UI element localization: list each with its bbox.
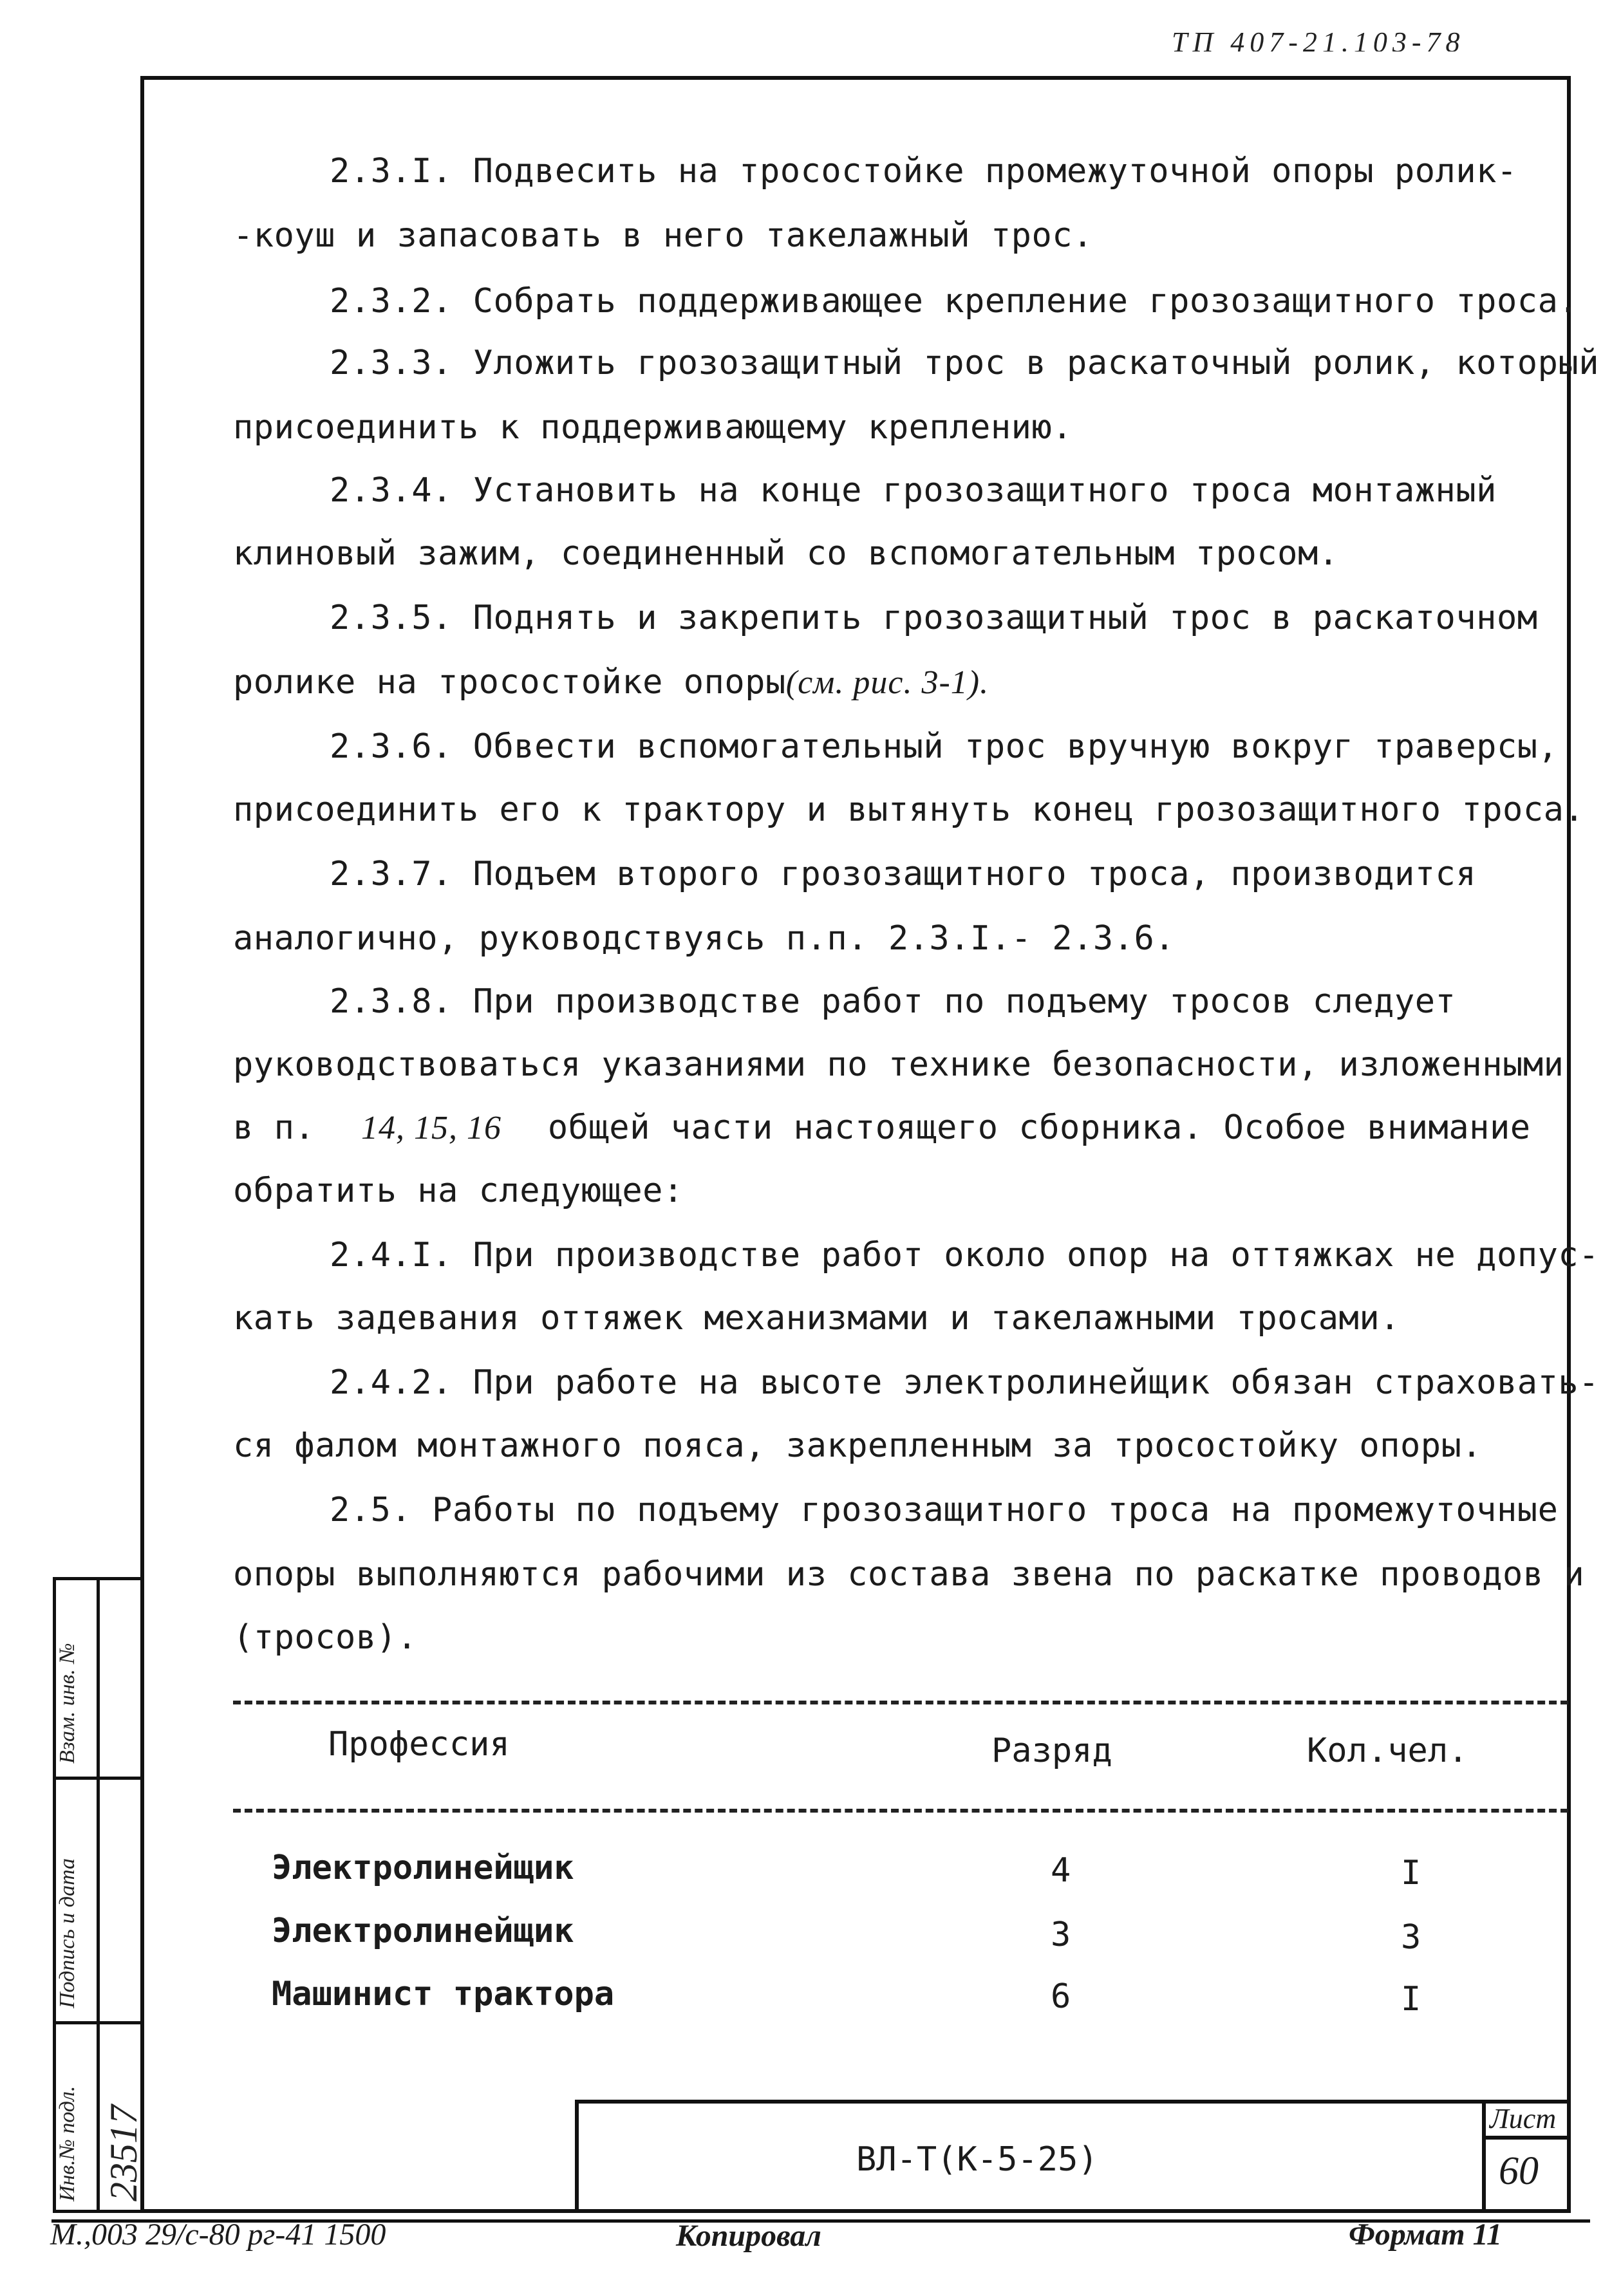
table-cell-grade: 3 [1051, 1916, 1071, 1954]
text-line-printed: ролике на тросостойке опоры [233, 663, 786, 702]
table-cell-count: I [1401, 1980, 1421, 2019]
text-line: -коуш и запасовать в него такелажный трос. [233, 216, 1093, 255]
side-inv-label: Инв.№ подл. [55, 2086, 79, 2201]
text-line: 2.3.3. Уложить грозозащитный трос в раскаточный ролик, который [330, 344, 1600, 382]
text-line: присоединить к поддерживающему креплению. [233, 408, 1073, 447]
text-line: 2.4.2. При работе на высоте электролинейщик обязан страховать- [330, 1363, 1600, 1402]
text-line-printed: общей части настоящего сборника. Особое внимание [547, 1108, 1531, 1147]
text-line: 2.3.I. Подвесить на тросостойке промежуточной опоры ролик- [330, 152, 1517, 191]
text-line: 2.3.6. Обвести вспомогательный трос вручную вокруг траверсы, [330, 727, 1559, 766]
text-line: 2.3.8. При производстве работ по подъему тросов следует [330, 982, 1456, 1021]
side-sign-label: Подпись и дата [55, 1858, 79, 2008]
text-line: ся фалом монтажного пояса, закрепленным за тросостойку опоры. [233, 1426, 1483, 1465]
text-line: кать задевания оттяжек механизмами и такелажными тросами. [233, 1299, 1400, 1338]
side-swap-label: Взам. инв. № [55, 1643, 79, 1764]
footer-format: Формат 11 [1349, 2217, 1502, 2252]
text-line: руководствоваться указаниями по технике безопасности, изложенными [233, 1045, 1564, 1084]
text-line: 2.4.I. При производстве работ около опор на оттяжках не допус- [330, 1236, 1600, 1274]
document-code-top: ТП 407-21.103-78 [1172, 26, 1465, 51]
text-line: клиновый зажим, соединенный со вспомогательным тросом. [233, 534, 1339, 573]
text-line: опоры выполняются рабочими из состава звена по раскатке проводов и [233, 1555, 1585, 1594]
table-cell-count: 3 [1401, 1918, 1421, 1957]
table-cell-grade: 4 [1051, 1851, 1071, 1890]
side-stamp-divider [53, 2021, 144, 2024]
text-line-printed: в п. [233, 1108, 315, 1147]
sheet-cell-divider [1482, 2136, 1571, 2140]
table-top-rule [233, 1701, 1568, 1704]
text-line: аналогично, руководствуясь п.п. 2.3.I.- 2.3.6. [233, 919, 1176, 958]
handwritten-reference: 14, 15, 16 [361, 1110, 502, 1146]
text-line: 2.5. Работы по подъему грозозащитного троса на промежуточные [330, 1491, 1559, 1529]
text-line [233, 1108, 1531, 1148]
table-cell-count: I [1401, 1854, 1421, 1892]
side-stamp-column-divider [97, 1577, 100, 2213]
table-cell-profession: Машинист трактора [272, 1975, 615, 2013]
text-line [233, 663, 989, 702]
text-line: 2.3.5. Поднять и закрепить грозозащитный трос в раскаточном [330, 599, 1538, 637]
table-header-rule [233, 1809, 1568, 1813]
sheet-number: 60 [1499, 2149, 1539, 2193]
text-line: (тросов). [233, 1618, 418, 1657]
table-header-grade: Разряд [991, 1731, 1112, 1770]
table-header-profession: Профессия [328, 1725, 510, 1764]
table-cell-profession: Электролинейщик [272, 1849, 574, 1887]
text-line: 2.3.2. Собрать поддерживающее крепление грозозащитного троса. [330, 282, 1579, 321]
text-line: 2.3.7. Подъем второго грозозащитного троса, производится [330, 855, 1477, 893]
text-line: 2.3.4. Установить на конце грозозащитного троса монтажный [330, 471, 1497, 510]
text-line: присоединить его к трактору и вытянуть конец грозозащитного троса. [233, 790, 1585, 829]
side-stamp-divider [53, 1777, 144, 1780]
table-cell-grade: 6 [1051, 1977, 1071, 2016]
side-inv-number: 23517 [102, 2105, 145, 2201]
text-line: обратить на следующее: [233, 1171, 684, 1210]
table-cell-profession: Электролинейщик [272, 1912, 574, 1950]
handwritten-note: (см. рис. 3-1). [785, 664, 989, 701]
footer-copied-by: Копировал [676, 2219, 821, 2253]
sheet-label: Лист [1490, 2103, 1557, 2134]
table-header-count: Кол.чел. [1307, 1731, 1468, 1770]
footer-print-info: М.,003 29/с-80 рг-41 1500 [50, 2217, 386, 2252]
document-designation: ВЛ-Т(К-5-25) [856, 2140, 1098, 2179]
